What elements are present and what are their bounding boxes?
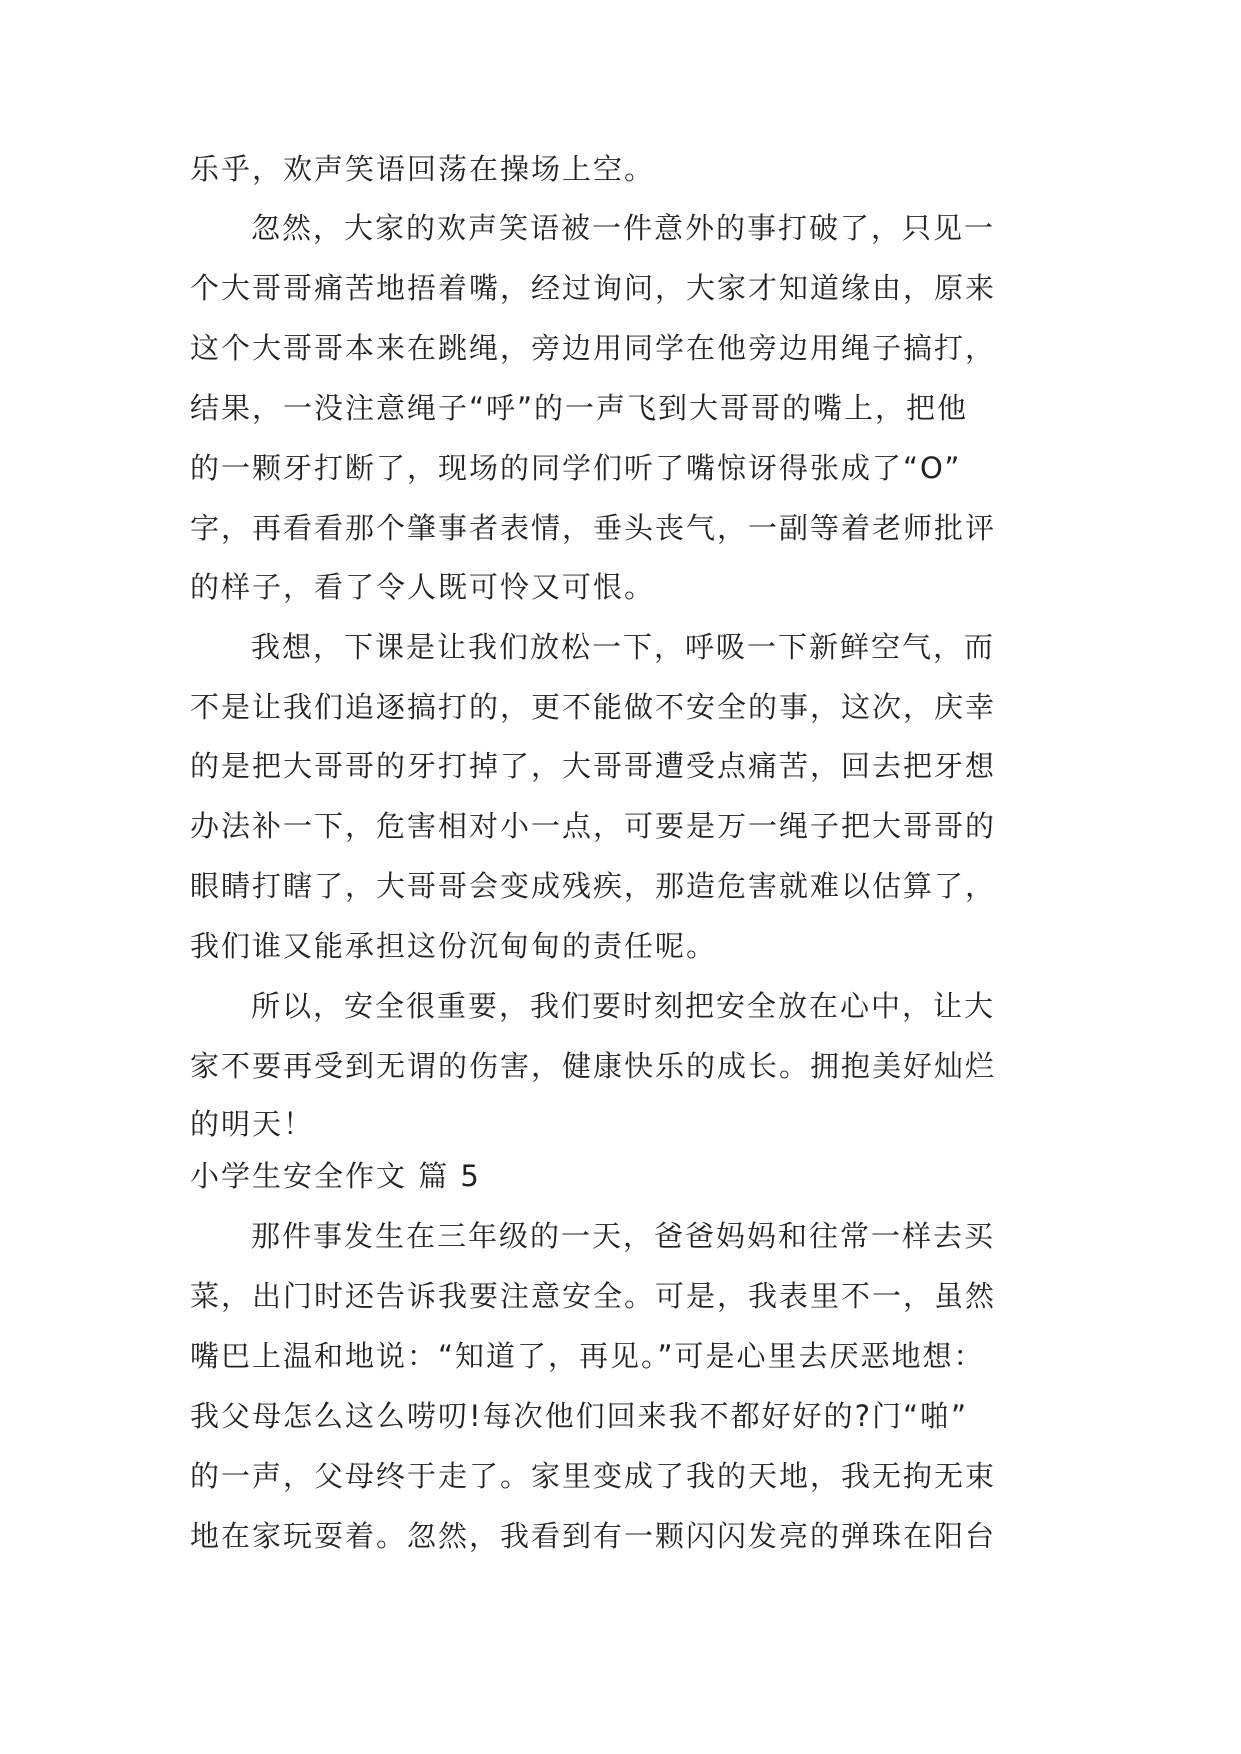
paragraph-5-line-4: 我父母怎么这么唠叨!每次他们回来我不都好好的?门“啪” <box>190 1399 969 1433</box>
paragraph-3-line-6: 我们谁又能承担这份沉甸甸的责任呢。 <box>190 929 718 963</box>
paragraph-5-line-2: 菜，出门时还告诉我要注意安全。可是，我表里不一，虽然 <box>190 1279 997 1313</box>
paragraph-5-line-1: 那件事发生在三年级的一天，爸爸妈妈和往常一样去买 <box>251 1219 996 1253</box>
paragraph-2-line-4: 结果，一没注意绳子“呼”的一声飞到大哥哥的嘴上，把他 <box>190 391 969 425</box>
paragraph-2-line-5: 的一颗牙打断了，现场的同学们听了嘴惊讶得张成了“O” <box>190 451 962 485</box>
paragraph-5-line-6: 地在家玩耍着。忽然，我看到有一颗闪闪发亮的弹珠在阳台 <box>190 1519 997 1553</box>
paragraph-2-line-3: 这个大哥哥本来在跳绳，旁边用同学在他旁边用绳子搞打， <box>190 331 997 365</box>
paragraph-5-line-5: 的一声，父母终于走了。家里变成了我的天地，我无拘无束 <box>190 1459 997 1493</box>
paragraph-3-line-2: 不是让我们追逐搞打的，更不能做不安全的事，这次，庆幸 <box>190 690 997 724</box>
paragraph-3-line-5: 眼睛打瞎了，大哥哥会变成残疾，那造危害就难以估算了， <box>190 869 997 903</box>
paragraph-4-line-1: 所以，安全很重要，我们要时刻把安全放在心中，让大 <box>251 989 996 1023</box>
paragraph-3-line-3: 的是把大哥哥的牙打掉了，大哥哥遭受点痛苦，回去把牙想 <box>190 749 997 783</box>
paragraph-2-line-1: 忽然，大家的欢声笑语被一件意外的事打破了，只见一 <box>251 211 996 245</box>
paragraph-2-line-6: 字，再看看那个肇事者表情，垂头丧气，一副等着老师批评 <box>190 511 997 545</box>
paragraph-4-line-3: 的明天！ <box>190 1107 315 1141</box>
text-line-1: 乐乎，欢声笑语回荡在操场上空。 <box>190 152 656 186</box>
paragraph-2-line-2: 个大哥哥痛苦地捂着嘴，经过询问，大家才知道缘由，原来 <box>190 271 997 305</box>
section-heading: 小学生安全作文 篇 5 <box>190 1159 481 1193</box>
paragraph-3-line-1: 我想，下课是让我们放松一下，呼吸一下新鲜空气，而 <box>251 630 996 664</box>
paragraph-3-line-4: 办法补一下，危害相对小一点，可要是万一绳子把大哥哥的 <box>190 809 997 843</box>
paragraph-4-line-2: 家不要再受到无谓的伤害，健康快乐的成长。拥抱美好灿烂 <box>190 1049 997 1083</box>
paragraph-2-line-7: 的样子，看了令人既可怜又可恨。 <box>190 570 656 604</box>
paragraph-5-line-3: 嘴巴上温和地说：“知道了，再见。”可是心里去厌恶地想： <box>190 1339 985 1373</box>
